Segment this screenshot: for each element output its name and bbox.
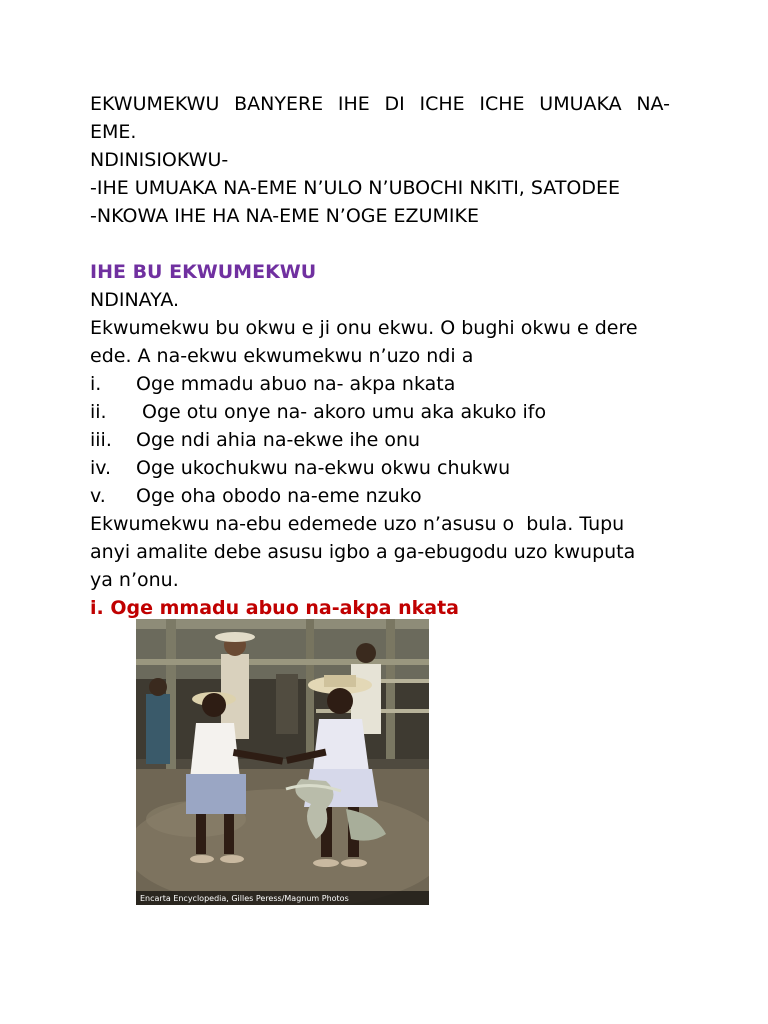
list-item-text: Oge ndi ahia na-ekwe ihe onu (136, 429, 421, 451)
list-item-number: iii. (90, 429, 112, 451)
list-item-text: Oge mmadu abuo na- akpa nkata (136, 373, 456, 395)
photo-credit: Encarta Encyclopedia, Gilles Peress/Magnum Photos (140, 894, 349, 903)
paragraph-2-line-1: Ekwumekwu na-ebu edemede uzo n’asusu o bula. Tupu (90, 513, 625, 535)
title-line-1: EKWUMEKWU BANYERE IHE DI ICHE ICHE UMUAKA NA- (90, 93, 670, 115)
title-line-2: EME. (90, 121, 137, 143)
paragraph-2-line-3: ya n’onu. (90, 569, 179, 591)
list-item (90, 454, 670, 482)
list-item-text: Oge otu onye na- akoro umu aka akuko ifo (136, 401, 547, 423)
numbered-list (90, 370, 670, 510)
list-item-number: v. (90, 485, 106, 507)
section-heading: IHE BU EKWUMEKWU (90, 261, 317, 283)
list-item (90, 398, 670, 426)
topic-item-1: -IHE UMUAKA NA-EME N’ULO N’UBOCHI NKITI, SATODEE (90, 177, 621, 199)
list-item (90, 482, 670, 510)
paragraph-1-line-2: ede. A na-ekwu ekwumekwu n’uzo ndi a (90, 345, 474, 367)
spacer (90, 230, 670, 258)
list-item-text: Oge ukochukwu na-ekwu okwu chukwu (136, 457, 511, 479)
paragraph-2-line-2: anyi amalite debe asusu igbo a ga-ebugodu uzo kwuputa (90, 541, 636, 563)
list-item-number: i. (90, 373, 102, 395)
topic-label: NDINISIOKWU- (90, 149, 229, 171)
list-item-number: iv. (90, 457, 112, 479)
list-item (90, 426, 670, 454)
document-body (90, 90, 670, 622)
market-conversation-photo (136, 619, 429, 905)
list-item (90, 370, 670, 398)
paragraph-1-line-1: Ekwumekwu bu okwu e ji onu ekwu. O bughi okwu e dere (90, 317, 638, 339)
section-subheading: NDINAYA. (90, 289, 180, 311)
list-item-text: Oge oha obodo na-eme nzuko (136, 485, 422, 507)
subsection-heading: i. Oge mmadu abuo na-akpa nkata (90, 597, 459, 619)
list-item-number: ii. (90, 401, 107, 423)
topic-item-2: -NKOWA IHE HA NA-EME N’OGE EZUMIKE (90, 205, 479, 227)
